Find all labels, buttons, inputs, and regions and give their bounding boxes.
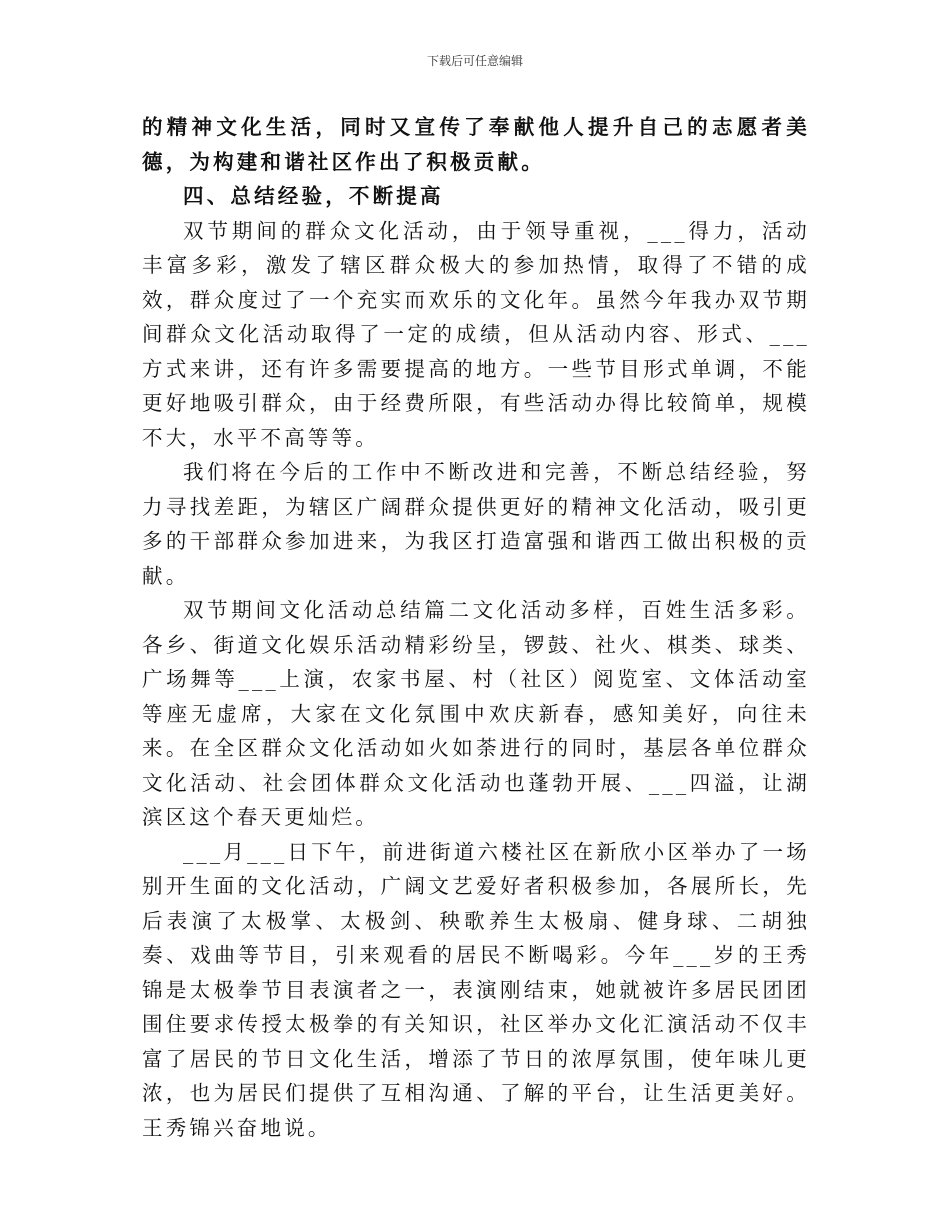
paragraph-community-event: ___月___日下午，前进街道六楼社区在新欣小区举办了一场别开生面的文化活动，广阔文艺爱好者积极参加，各展所长，先后表演了太极掌、太极剑、秧歌养生太极扇、健身球、二胡独奏、戏曲等节目，引来观看的居民不断喝彩。今年___岁的王秀锦是太极拳节目表演者之一，表演刚结束，她就被许多居民团团围住要求传授太极拳的有关知识，社区举办文化汇演活动不仅丰富了居民的节日文化生活，增添了节日的浓厚氛围，使年味儿更浓，也为居民们提供了互相沟通、了解的平台，让生活更美好。王秀锦兴奋地说。 [142,839,810,1140]
paragraph-improvement: 我们将在今后的工作中不断改进和完善，不断总结经验，努力寻找差距，为辖区广阔群众提供更好的精神文化活动，吸引更多的干部群众参加进来，为我区打造富强和谐西工做出积极的贡献。 [142,460,810,588]
page-header: 下载后可任意编辑 [426,54,523,68]
paragraph-continuation: 的精神文化生活，同时又宣传了奉献他人提升自己的志愿者美德，为构建和谐社区作出了积极贡献。 [142,115,810,174]
paragraph-article-two: 双节期间文化活动总结篇二文化活动多样，百姓生活多彩。各乡、街道文化娱乐活动精彩纷呈，锣鼓、社火、棋类、球类、广场舞等___上演，农家书屋、村（社区）阅览室、文体活动室等座无虚席，大家在文化氛围中欢庆新春，感知美好，向往未来。在全区群众文化活动如火如荼进行的同时，基层各单位群众文化活动、社会团体群众文化活动也蓬勃开展、___四溢，让湖滨区这个春天更灿烂。 [142,598,810,829]
section-heading: 四、总结经验，不断提高 [183,184,444,208]
document-body [142,110,810,1145]
paragraph-summary: 双节期间的群众文化活动，由于领导重视，___得力，活动丰富多彩，激发了辖区群众极大的参加热情，取得了不错的成效，群众度过了一个充实而欢乐的文化年。虽然今年我办双节期间群众文化活动取得了一定的成绩，但从活动内容、形式、___方式来讲，还有许多需要提高的地方。一些节目形式单调，不能更好地吸引群众，由于经费所限，有些活动办得比较简单，规模不大，水平不高等等。 [142,218,810,450]
